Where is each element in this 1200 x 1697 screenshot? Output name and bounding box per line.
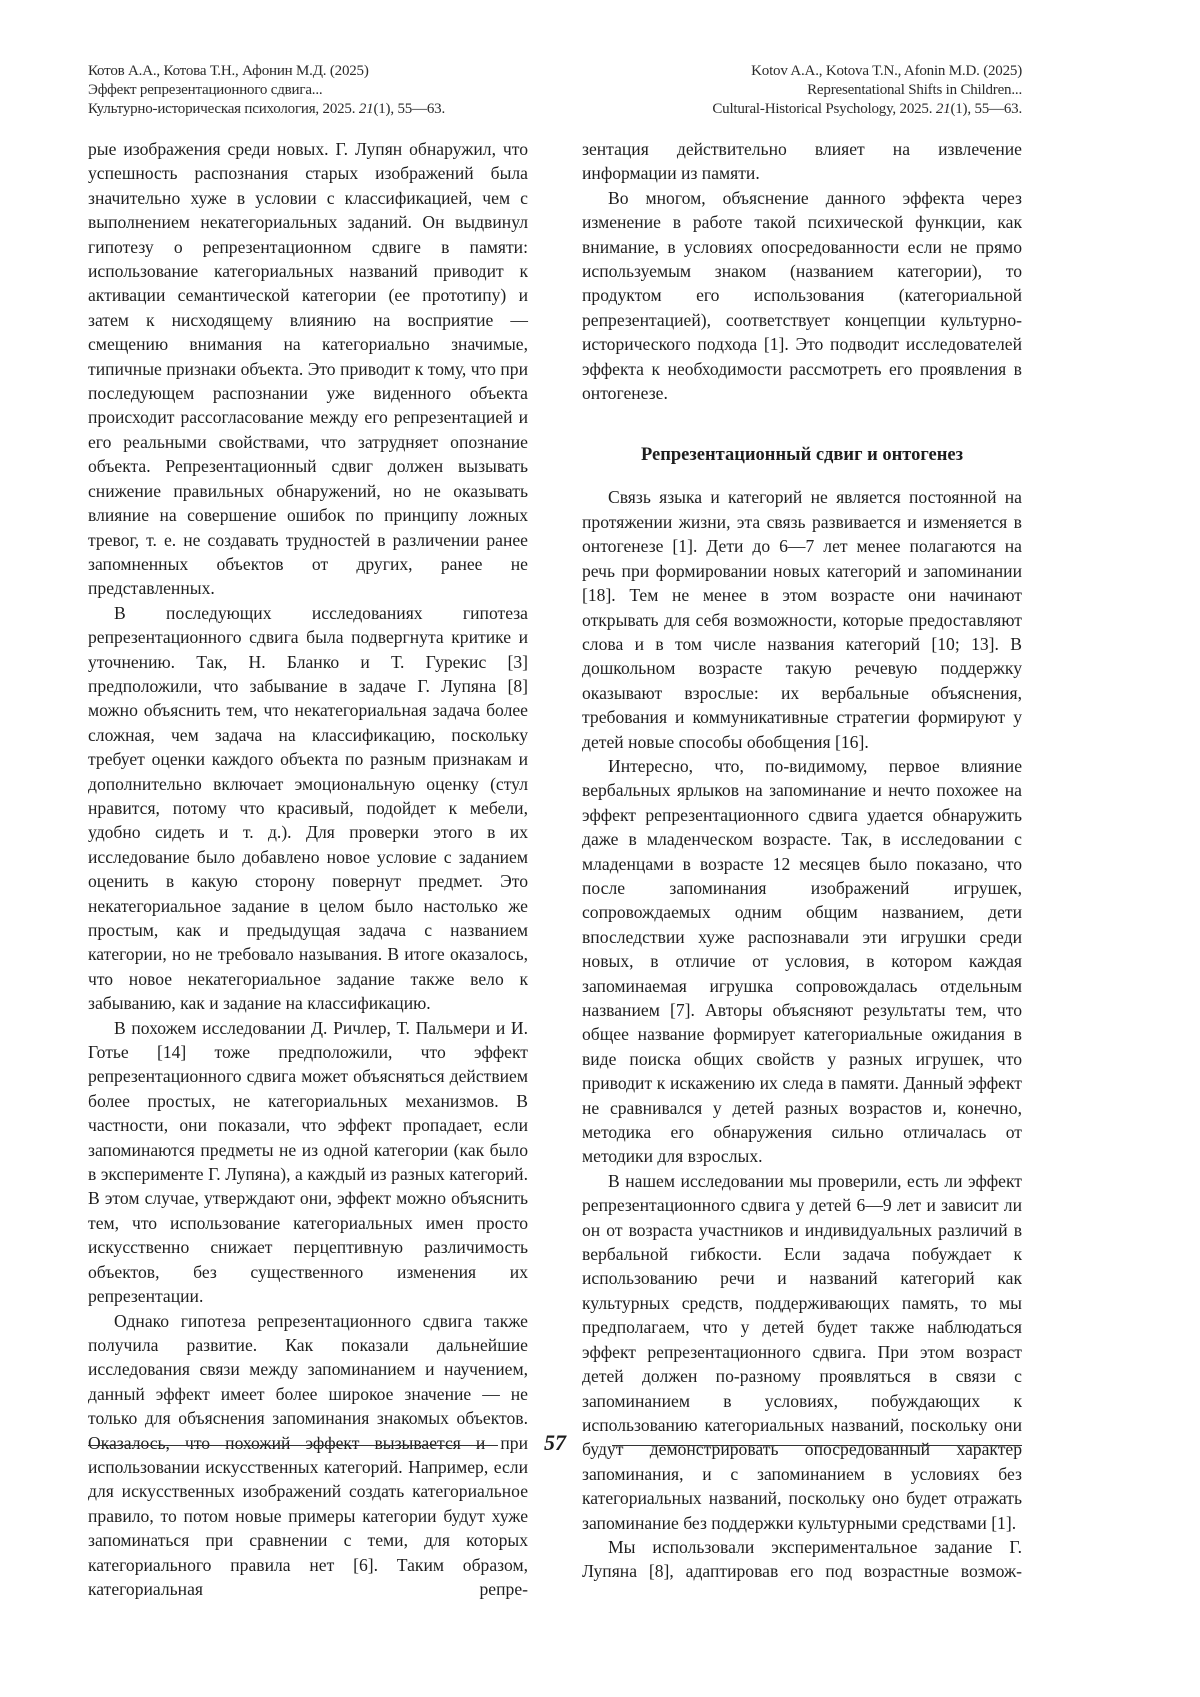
paragraph: Однако гипотеза репрезентационного сдвига также получила развитие. Как показали дальнейшие исследования связи между запоминанием и научением, данный эффект имеет более широкое значение — не только для объяснения запоминания знакомых объектов. Оказалось, что похожий эффект вызывается и при использовании искусственных категорий. Например, если для искусственных изображений создать категориальное правило, то потом новые примеры категории будут хуже запоминаться при сравнении с теми, для которых категориального правила нет [6]. Таким образом, категориальная репре- (88, 1309, 528, 1602)
paragraph: В похожем исследовании Д. Ричлер, Т. Пальмери и И. Готье [14] тоже предположили, что эффект репрезентационного сдвига может объясняться действием более простых, не категориальных механизмов. В частности, они показали, что эффект пропадает, если запоминаются предметы не из одной категории (как было в эксперименте Г. Лупяна), а каждый из разных категорий. В этом случае, утверждают они, эффект можно объяснить тем, что использование категориальных имен просто искусственно снижает перцептивную различимость объектов, без существенного изменения их репрезентации. (88, 1016, 528, 1309)
header-citation: Культурно-историческая психология, 2025. 21(1), 55—63. (88, 100, 445, 119)
page-footer (88, 1430, 1022, 1460)
paragraph: В последующих исследованиях гипотеза репрезентационного сдвига была подвергнута критике и уточнению. Так, Н. Бланко и Т. Гурекис [3] предположили, что забывание в задаче Г. Лупяна [8] можно объяснить тем, что некатегориальная задача более сложная, чем задача на классификацию, поскольку требует оценки каждого объекта по разным признакам и дополнительно включает эмоциональную оценку (стул нравится, потому что красивый, подойдет к мебели, удобно сидеть и т. д.). Для проверки этого в их исследование было добавлено новое условие с заданием оценить в какую сторону повернут предмет. Это некатегориальное задание в целом было настолько же простым, как и предыдущая задача с названием категории, но не требовало называния. В итоге оказалось, что новое некатегориальное задание также вело к забыванию, как и задание на классификацию. (88, 601, 528, 1016)
header-authors: Котов А.А., Котова Т.Н., Афонин М.Д. (2025) (88, 62, 445, 81)
paragraph: Мы использовали экспериментальное задание Г. Лупяна [8], адаптировав его под возрастные возмож- (582, 1535, 1022, 1584)
page-number: 57 (88, 1430, 1022, 1456)
running-header-ru (88, 62, 445, 119)
header-title: Representational Shifts in Children... (712, 81, 1022, 100)
left-column (88, 137, 528, 1601)
header-title: Эффект репрезентационного сдвига... (88, 81, 445, 100)
paragraph: В нашем исследовании мы проверили, есть ли эффект репрезентационного сдвига у детей 6—9 лет и зависит ли он от возраста участников и индивидуальных различий в вербальной гибкости. Если задача побуждает к использованию речи и названий категорий как культурных средств, поддерживающих память, то мы предполагаем, что у детей будет также наблюдаться эффект репрезентационного сдвига. При этом возраст детей должен по-разному проявляться в связи с запоминанием в условиях, побуждающих к использованию категориальных названий, поскольку они будут демонстрировать опосредованный характер запоминания, и с запоминанием в условиях без категориальных названий, поскольку оно будет отражать запоминание без поддержки культурными средствами [1]. (582, 1169, 1022, 1535)
running-header-en (712, 62, 1022, 119)
header-citation: Cultural-Historical Psychology, 2025. 21(1), 55—63. (712, 100, 1022, 119)
paragraph: зентация действительно влияет на извлечение информации из памяти. (582, 137, 1022, 186)
header-authors: Kotov A.A., Kotova T.N., Afonin M.D. (2025) (712, 62, 1022, 81)
paragraph: Связь языка и категорий не является постоянной на протяжении жизни, эта связь развивается и изменяется в онтогенезе [1]. Дети до 6—7 лет менее полагаются на речь при формировании новых категорий и запоминании [18]. Тем не менее в этом возрасте они начинают открывать для себя возможности, которые предоставляют слова и в том числе названия категорий [10; 13]. В дошкольном возрасте такую речевую поддержку оказывают взрослые: их вербальные объяснения, требования и коммуникативные стратегии формируют у детей новые способы обобщения [16]. (582, 485, 1022, 753)
right-column (582, 137, 1022, 1584)
paragraph: Во многом, объяснение данного эффекта через изменение в работе такой психической функции, как внимание, в условиях опосредованности если не прямо используемым знаком (названием категории), то продуктом его использования (категориальной репрезентацией), соответствует концепции культурно-исторического подхода [1]. Это подводит исследователей эффекта к необходимости рассмотреть его проявления в онтогенезе. (582, 186, 1022, 406)
footer-rule-right (612, 1445, 1022, 1446)
paragraph: рые изображения среди новых. Г. Лупян обнаружил, что успешность распознания старых изображений была значительно хуже в условии с классификацией, чем с выполнением некатегориальных заданий. Он выдвинул гипотезу о репрезентационном сдвиге в памяти: использование категориальных названий приводит к активации семантической категории (ее прототипу) и затем к нисходящему влиянию на восприятие — смещению внимания на категориально значимые, типичные признаки объекта. Это приводит к тому, что при последующем распознании уже виденного объекта происходит рассогласование между его репрезентацией и его реальными свойствами, что затрудняет опознание объекта. Репрезентационный сдвиг должен вызывать снижение правильных обнаружений, но не оказывать влияние на совершение ошибок по принципу ложных тревог, т. е. не создавать трудностей в различении ранее запомненных объектов от других, ранее не представленных. (88, 137, 528, 601)
paragraph: Интересно, что, по-видимому, первое влияние вербальных ярлыков на запоминание и нечто похожее на эффект репрезентационного сдвига удается обнаружить даже в младенческом возрасте. Так, в исследовании с младенцами в возрасте 12 месяцев было показано, что после запоминания изображений игрушек, сопровождаемых одним общим названием, дети впоследствии хуже распознавали эти игрушки среди новых, в отличие от условия, в котором каждая запоминаемая игрушка сопровождалась отдельным названием [7]. Авторы объясняют результаты тем, что общее название формирует категориальные ожидания в виде поиска общих свойств у разных игрушек, что приводит к искажению их следа в памяти. Данный эффект не сравнивался у детей разных возрастов и, конечно, методика его обнаружения сильно отличалась от методики для взрослых. (582, 754, 1022, 1169)
section-heading: Репрезентационный сдвиг и онтогенез (582, 443, 1022, 467)
